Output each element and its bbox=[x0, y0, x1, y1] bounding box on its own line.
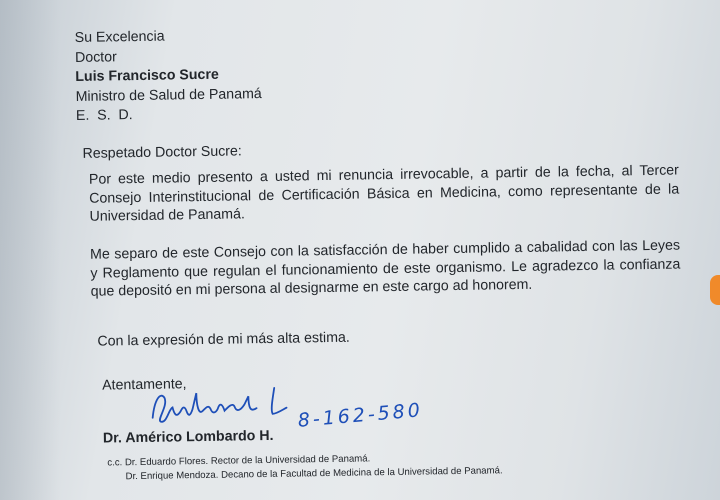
letter-sign-off: Atentamente, bbox=[102, 376, 187, 394]
cc-line-1: c.c. Dr. Eduardo Flores. Rector de la Universidad de Panamá. bbox=[107, 453, 371, 469]
recipient-esd: E. S. D. bbox=[75, 107, 133, 125]
letter-greeting: Respetado Doctor Sucre: bbox=[82, 143, 242, 162]
letter-closing: Con la expresión de mi más alta estima. bbox=[97, 329, 350, 350]
handwritten-id-number: 8-162-580 bbox=[296, 399, 424, 432]
letter-page bbox=[8, 0, 720, 500]
recipient-name: Luis Francisco Sucre bbox=[75, 66, 219, 86]
cc-list bbox=[107, 450, 502, 484]
recipient-title: Doctor bbox=[74, 48, 117, 66]
signatory-name: Dr. Américo Lombardo H. bbox=[102, 427, 274, 447]
orange-marker-tab bbox=[710, 275, 720, 305]
cc-line-2: Dr. Enrique Mendoza. Decano de la Facultad de Medicina de la Universidad de Panamá. bbox=[125, 465, 503, 483]
letter-paragraph-2: Me separo de este Consejo con la satisfacción de haber cumplido a cabalidad con las Leyes y Reglamento que regulan el funcionamiento de este organismo. Le agradezco la confianza que depositó en mi persona al designarme en este cargo ad honorem. bbox=[89, 237, 681, 300]
recipient-position: Ministro de Salud de Panamá bbox=[75, 85, 262, 105]
recipient-block bbox=[75, 26, 263, 127]
recipient-honorific: Su Excelencia bbox=[74, 28, 165, 46]
signature-scribble bbox=[146, 380, 297, 430]
letter-paragraph-1: Por este medio presento a usted mi renuncia irrevocable, a partir de la fecha, al Tercer Consejo Interinstitucional de Certificación Básica en Medicina, como representante de la Universidad de Panamá. bbox=[88, 162, 680, 225]
